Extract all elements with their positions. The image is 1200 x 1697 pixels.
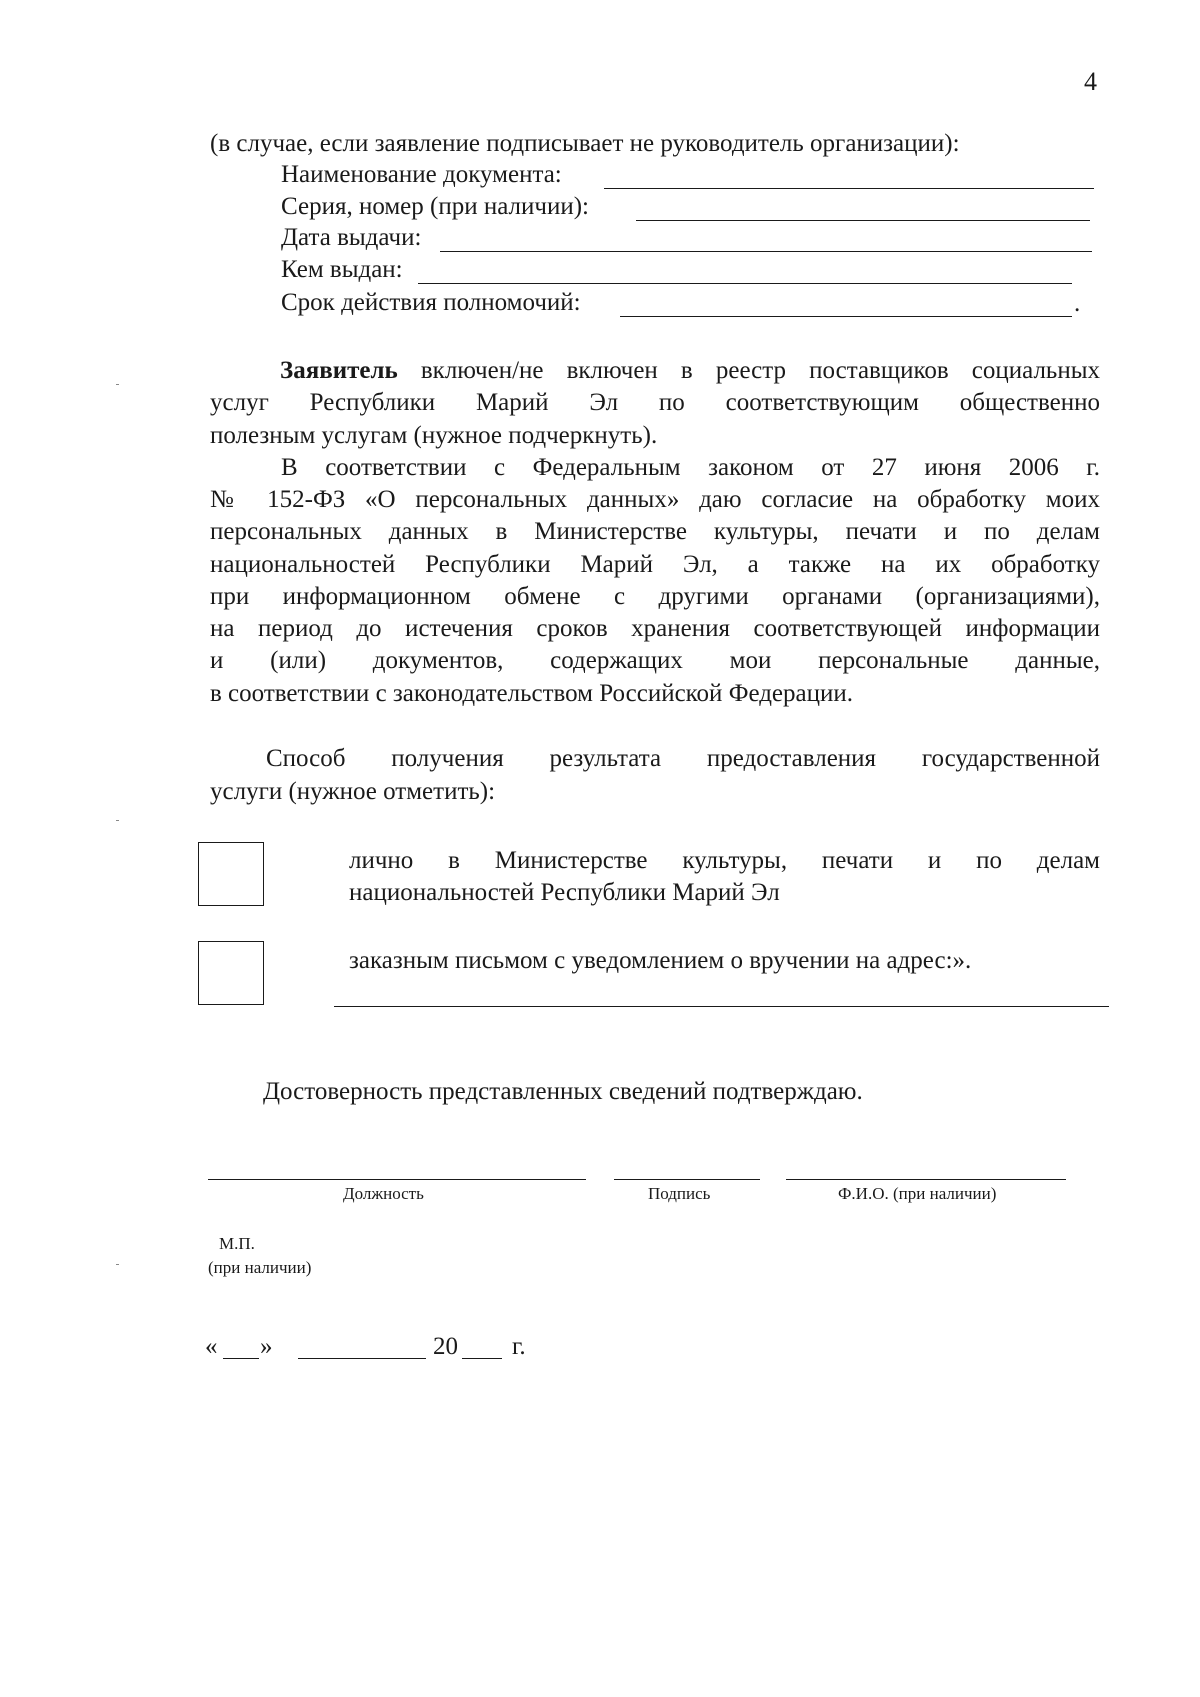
date-open-quote: « [205, 1333, 218, 1360]
consent-line-2: № 152-ФЗ «О персональных данных» даю согласие на обработку моих [210, 486, 1100, 513]
name-line[interactable] [786, 1179, 1066, 1180]
signature-caption: Подпись [648, 1184, 711, 1203]
applicant-bold-word: Заявитель [280, 357, 398, 384]
field-issued-by-label: Кем выдан: [281, 256, 403, 283]
field-series-number-label: Серия, номер (при наличии): [281, 193, 590, 220]
scan-mark [116, 384, 119, 385]
signature-line[interactable] [614, 1179, 760, 1180]
field-authority-term-line[interactable] [620, 316, 1072, 317]
option-in-person-line-2: национальностей Республики Марий Эл [349, 879, 780, 906]
date-day-line[interactable] [223, 1358, 259, 1359]
date-month-line[interactable] [298, 1358, 426, 1359]
field-document-name-line[interactable] [604, 188, 1094, 189]
stamp-note: (при наличии) [208, 1258, 312, 1277]
registry-line-1 [210, 355, 1100, 388]
field-document-name-label: Наименование документа: [281, 161, 562, 188]
confirmation-text: Достоверность представленных сведений подтверждаю. [263, 1078, 863, 1105]
option-registered-mail-line-1: заказным письмом с уведомлением о вручении на адрес:». [349, 947, 972, 974]
date-year-suffix: г. [512, 1333, 526, 1360]
date-year-line[interactable] [462, 1358, 502, 1359]
proxy-intro: (в случае, если заявление подписывает не руководитель организации): [210, 130, 960, 157]
field-issued-by-line[interactable] [418, 283, 1072, 284]
result-method-heading-line-1: Способ получения результата предоставления государственной [266, 745, 1100, 772]
option-registered-mail-address-line[interactable] [334, 1006, 1109, 1007]
consent-line-1: В соответствии с Федеральным законом от 27 июня 2006 г. [281, 454, 1100, 481]
option-in-person-checkbox[interactable] [198, 842, 264, 906]
date-year-prefix: 20 [433, 1333, 458, 1360]
scan-mark [116, 1264, 119, 1265]
consent-line-4: национальностей Республики Марий Эл, а также на их обработку [210, 551, 1100, 578]
consent-line-6: на период до истечения сроков хранения соответствующей информации [210, 615, 1100, 642]
consent-line-8: в соответствии с законодательством Российской Федерации. [210, 680, 854, 707]
field-authority-term-label: Срок действия полномочий: [281, 289, 581, 316]
position-caption: Должность [343, 1184, 424, 1203]
consent-line-5: при информационном обмене с другими органами (организациями), [210, 583, 1100, 610]
page-number: 4 [1084, 67, 1097, 96]
option-in-person-line-1: лично в Министерстве культуры, печати и по делам [349, 847, 1100, 874]
registry-line-2: услуг Республики Марий Эл по соответствующим общественно [210, 389, 1100, 416]
stamp-label: М.П. [219, 1234, 255, 1253]
field-series-number-line[interactable] [636, 220, 1090, 221]
registry-line-1-rest: включен/не включен в реестр поставщиков социальных [397, 357, 1100, 384]
result-method-heading-line-2: услуги (нужное отметить): [210, 778, 496, 805]
date-close-quote: » [260, 1333, 273, 1360]
field-authority-term-end: . [1074, 290, 1081, 317]
field-issue-date-label: Дата выдачи: [281, 224, 422, 251]
field-issue-date-line[interactable] [440, 251, 1092, 252]
option-registered-mail-checkbox[interactable] [198, 941, 264, 1005]
scan-mark [116, 820, 119, 821]
registry-line-3: полезным услугам (нужное подчеркнуть). [210, 422, 658, 449]
name-caption: Ф.И.О. (при наличии) [838, 1184, 997, 1203]
position-line[interactable] [208, 1179, 586, 1180]
consent-line-7: и (или) документов, содержащих мои персональные данные, [210, 647, 1100, 674]
consent-line-3: персональных данных в Министерстве культуры, печати и по делам [210, 518, 1100, 545]
